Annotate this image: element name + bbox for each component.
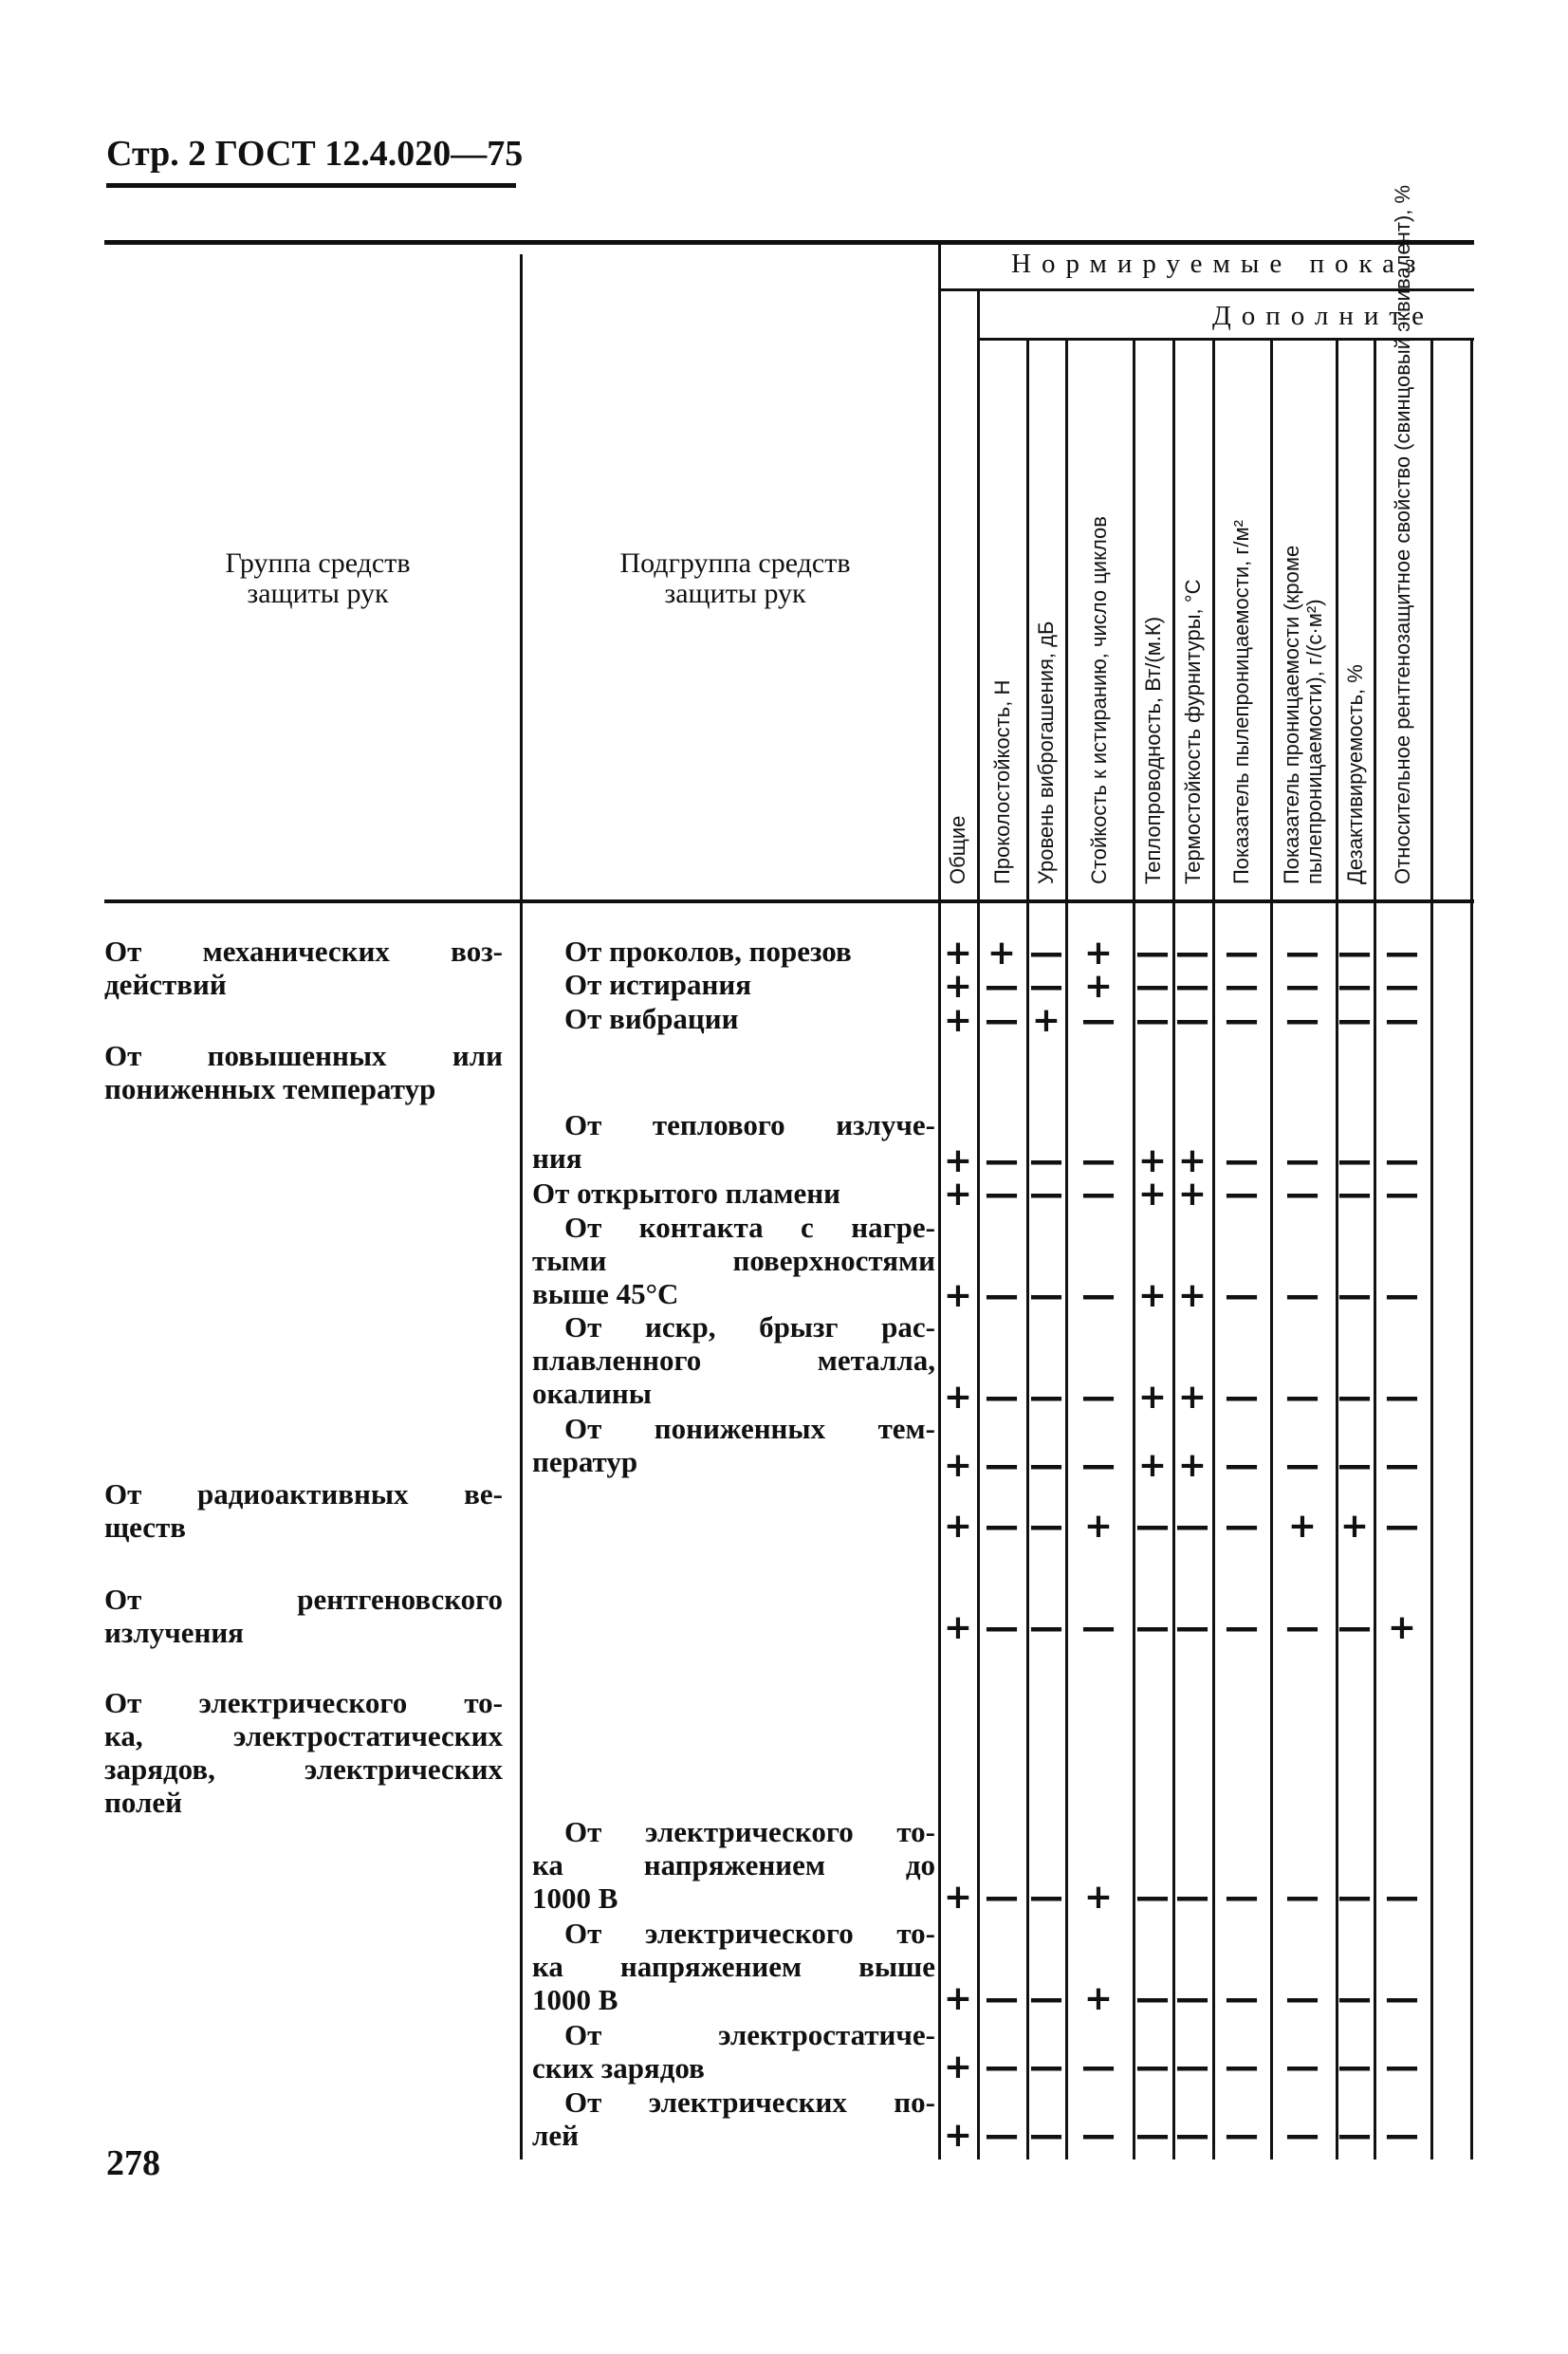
page-number: 278: [106, 2143, 160, 2183]
additional-indicators-header: Дополните: [1212, 301, 1434, 331]
protection-group: От механических воз- действий: [104, 935, 503, 1002]
indicator-column-header: Термостойкость фурнитуры, °С: [1180, 579, 1205, 884]
indicator-column-divider: [1065, 338, 1068, 2159]
indicator-column-divider: [1374, 338, 1376, 2159]
indicator-column-divider: [977, 288, 980, 2159]
protection-subgroup: От электрических по- лей: [532, 2085, 935, 2153]
indicator-column-header: Относительное рентгенозащитное свойство (свинцовый эквивалент), %: [1390, 184, 1414, 884]
column-divider-subgroup: [938, 245, 941, 2159]
header-underline: [106, 183, 516, 188]
indicator-column-header: Теплопроводность, Вт/(м.К): [1140, 616, 1165, 884]
subgroup-column-header: Подгруппа средств защиты рук: [619, 547, 851, 609]
normed-indicators-header: Нормируемые показ: [1011, 249, 1427, 279]
protection-group: От электрического то- ка, электростатических зарядов, электрических полей: [104, 1686, 503, 1820]
protection-subgroup: От открытого пламени: [532, 1177, 840, 1210]
protection-subgroup: От проколов, порезов: [564, 935, 852, 968]
column-divider-group: [520, 254, 523, 2159]
protection-subgroup: От контакта с нагре- тыми поверхностями выше 45°С: [532, 1211, 935, 1311]
table-header-bottom-rule: [104, 899, 1474, 903]
indicator-column-divider: [1430, 338, 1433, 2159]
indicator-column-header: Показатель пылепроницаемости, г/м²: [1229, 520, 1253, 884]
protection-subgroup: От электрического то- ка напряжением выше 1000 В: [532, 1917, 935, 2017]
indicator-column-divider: [1212, 338, 1215, 2159]
protection-subgroup: От электрического то- ка напряжением до 1000 В: [532, 1815, 935, 1916]
indicator-column-header: Стойкость к истиранию, число циклов: [1087, 516, 1111, 884]
indicator-column-divider: [1470, 338, 1473, 2159]
protection-subgroup: От электростатиче- ских зарядов: [532, 2018, 935, 2085]
protection-group: От повышенных или пониженных температур: [104, 1039, 503, 1106]
group-column-header: Группа средств защиты рук: [225, 547, 411, 609]
protection-group: От радиоактивных ве- ществ: [104, 1477, 503, 1545]
protection-subgroup: От искр, брызг рас- плавленного металла, окалины: [532, 1310, 935, 1411]
indicator-column-header: Дезактивируемость, %: [1342, 664, 1367, 884]
indicator-column-header: Проколостойкость, Н: [989, 679, 1014, 884]
indicator-column-header: Показатель проницаемости (кроме пылепроницаемости), г/(с·м²): [1280, 545, 1326, 884]
protection-group: От рентгеновского излучения: [104, 1583, 503, 1650]
protection-subgroup: От пониженных тем- ператур: [532, 1412, 935, 1479]
page-header: Стр. 2 ГОСТ 12.4.020—75: [106, 134, 524, 174]
table-top-rule: [104, 240, 1474, 245]
indicator-column-divider: [1270, 338, 1273, 2159]
protection-subgroup: От теплового излуче- ния: [532, 1108, 935, 1176]
general-column-header: Общие: [946, 815, 969, 884]
protection-subgroup: От вибрации: [564, 1002, 739, 1035]
indicator-column-header: Уровень виброгашения, дБ: [1034, 621, 1058, 884]
protection-subgroup: От истирания: [564, 968, 752, 1001]
